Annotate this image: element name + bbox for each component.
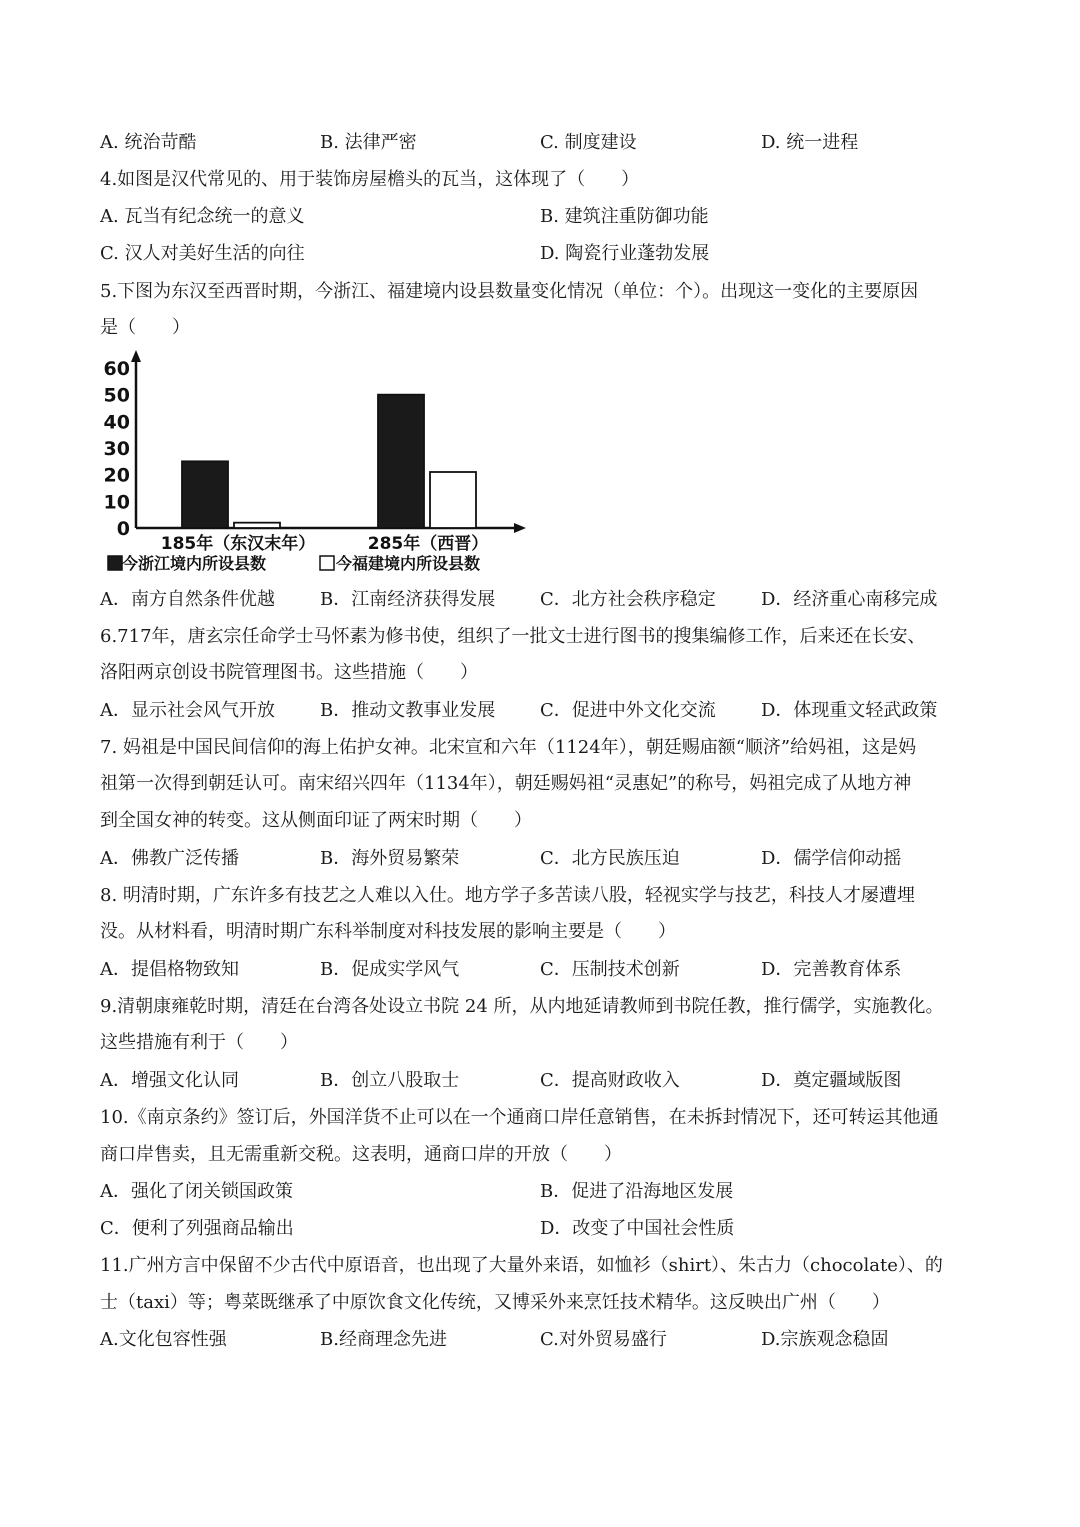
option-a: A．南方自然条件优越 (100, 589, 275, 610)
q10-options-row2 (100, 1217, 980, 1241)
y-axis-arrow (131, 350, 141, 362)
option-d: D.宗族观念稳固 (761, 1329, 889, 1350)
option-c: C．促进中外文化交流 (540, 700, 716, 721)
q6-stem-line2: 洛阳两京创设书院管理图书。这些措施（ ） (100, 662, 478, 683)
legend-label-zhejiang: 今浙江境内所设县数 (122, 554, 267, 573)
option-b: B．推动文教事业发展 (320, 700, 496, 721)
q5-stem-line2: 是（ ） (100, 317, 190, 338)
legend-swatch-zhejiang (108, 556, 122, 570)
x-axis-arrow (514, 523, 526, 533)
option-c: C．便利了列强商品输出 (100, 1218, 294, 1239)
option-a: A．强化了闭关锁国政策 (100, 1181, 293, 1202)
option-a: A.文化包容性强 (100, 1329, 227, 1350)
q7-stem-line3: 到全国女神的转变。这从侧面印证了两宋时期（ ） (100, 810, 532, 831)
y-tick-label: 10 (103, 491, 130, 514)
q10-stem-line1: 10.《南京条约》签订后，外国洋货不止可以在一个通商口岸任意销售，在未拆封情况下，还可转运其他通 (100, 1107, 939, 1128)
q9-stem-line1: 9.清朝康雍乾时期，清廷在台湾各处设立书院 24 所，从内地延请教师到书院任教，推行儒学，实施教化。 (100, 996, 944, 1017)
option-c: C．提高财政收入 (540, 1070, 680, 1091)
y-tick-label: 40 (103, 411, 130, 434)
option-c: C.对外贸易盛行 (540, 1329, 667, 1350)
q7-stem-line1: 7. 妈祖是中国民间信仰的海上佑护女神。北宋宣和六年（1124年），朝廷赐庙额“顺济”给妈祖，这是妈 (100, 737, 917, 758)
legend-swatch-fujian (320, 556, 334, 570)
option-d: D．完善教育体系 (761, 959, 902, 980)
bar-fujian-1 (430, 472, 476, 528)
option-b: B．江南经济获得发展 (320, 589, 496, 610)
option-a: A. 瓦当有纪念统一的意义 (100, 206, 305, 227)
q10-options-row1 (100, 1180, 980, 1204)
option-c: C．压制技术创新 (540, 959, 680, 980)
option-c: C. 制度建设 (540, 132, 637, 153)
q3-options (100, 131, 980, 155)
option-a: A. 统治苛酷 (100, 132, 197, 153)
q9-options (100, 1069, 980, 1093)
x-category-label: 285年（西晋） (367, 534, 489, 554)
q11-options (100, 1328, 980, 1352)
option-c: C. 汉人对美好生活的向往 (100, 243, 305, 264)
q4-options-row2 (100, 242, 980, 266)
bar-zhejiang-1 (378, 395, 424, 528)
option-b: B．促成实学风气 (320, 959, 460, 980)
q5-options (100, 588, 980, 612)
option-d: D. 陶瓷行业蓬勃发展 (540, 243, 710, 264)
option-d: D．改变了中国社会性质 (540, 1218, 735, 1239)
q8-options (100, 958, 980, 982)
legend-label-fujian: 今福建境内所设县数 (336, 554, 481, 573)
q7-options (100, 847, 980, 871)
option-a: A．佛教广泛传播 (100, 848, 239, 869)
option-a: A．显示社会风气开放 (100, 700, 275, 721)
q9-stem-line2: 这些措施有利于（ ） (100, 1032, 298, 1053)
q6-stem-line1: 6.717年，唐玄宗任命学士马怀素为修书使，组织了一批文士进行图书的搜集编修工作，后来还在长安、 (100, 626, 926, 647)
y-tick-label: 0 (116, 518, 130, 540)
q8-stem-line1: 8. 明清时期，广东许多有技艺之人难以入仕。地方学子多苦读八股，轻视实学与技艺，科技人才屡遭埋 (100, 885, 915, 906)
option-b: B. 法律严密 (320, 132, 417, 153)
q11-stem-line1: 11.广州方言中保留不少古代中原语音，也出现了大量外来语，如恤衫（shirt）、朱古力（chocolate）、的 (100, 1255, 943, 1276)
option-d: D．奠定疆域版图 (761, 1070, 902, 1091)
option-a: A．增强文化认同 (100, 1070, 239, 1091)
bar-fujian-0 (234, 523, 280, 528)
q4-options-row1 (100, 205, 980, 229)
option-b: B．创立八股取士 (320, 1070, 460, 1091)
option-b: B.经商理念先进 (320, 1329, 447, 1350)
option-d: D. 统一进程 (761, 132, 859, 153)
option-c: C．北方社会秩序稳定 (540, 589, 716, 610)
y-tick-label: 30 (103, 438, 130, 460)
y-tick-label: 50 (103, 384, 130, 407)
option-d: D．儒学信仰动摇 (761, 848, 902, 869)
q4-stem: 4.如图是汉代常见的、用于装饰房屋檐头的瓦当，这体现了（ ） (100, 169, 640, 190)
q8-stem-line2: 没。从材料看，明清时期广东科举制度对科技发展的影响主要是（ ） (100, 921, 676, 942)
bar-zhejiang-0 (182, 461, 228, 528)
q5-stem-line1: 5.下图为东汉至西晋时期，今浙江、福建境内设县数量变化情况（单位：个）。出现这一变化的主要原因 (100, 281, 919, 302)
option-b: B．海外贸易繁荣 (320, 848, 460, 869)
option-b: B．促进了沿海地区发展 (540, 1181, 734, 1202)
q11-stem-line2: 士（taxi）等；粤菜既继承了中原饮食文化传统，又博采外来烹饪技术精华。这反映出广州（ ） (100, 1292, 890, 1313)
option-b: B. 建筑注重防御功能 (540, 206, 709, 227)
y-tick-label: 60 (103, 358, 130, 380)
y-tick-label: 20 (103, 464, 130, 487)
q6-options (100, 699, 980, 723)
option-a: A．提倡格物致知 (100, 959, 239, 980)
q7-stem-line2: 祖第一次得到朝廷认可。南宋绍兴四年（1134年），朝廷赐妈祖“灵惠妃”的称号，妈祖完成了从地方神 (100, 773, 912, 794)
county-count-bar-chart (98, 348, 538, 578)
x-category-label: 185年（东汉末年） (160, 534, 316, 554)
q10-stem-line2: 商口岸售卖，且无需重新交税。这表明，通商口岸的开放（ ） (100, 1144, 622, 1165)
option-d: D．体现重文轻武政策 (761, 700, 938, 721)
option-c: C．北方民族压迫 (540, 848, 680, 869)
option-d: D．经济重心南移完成 (761, 589, 938, 610)
